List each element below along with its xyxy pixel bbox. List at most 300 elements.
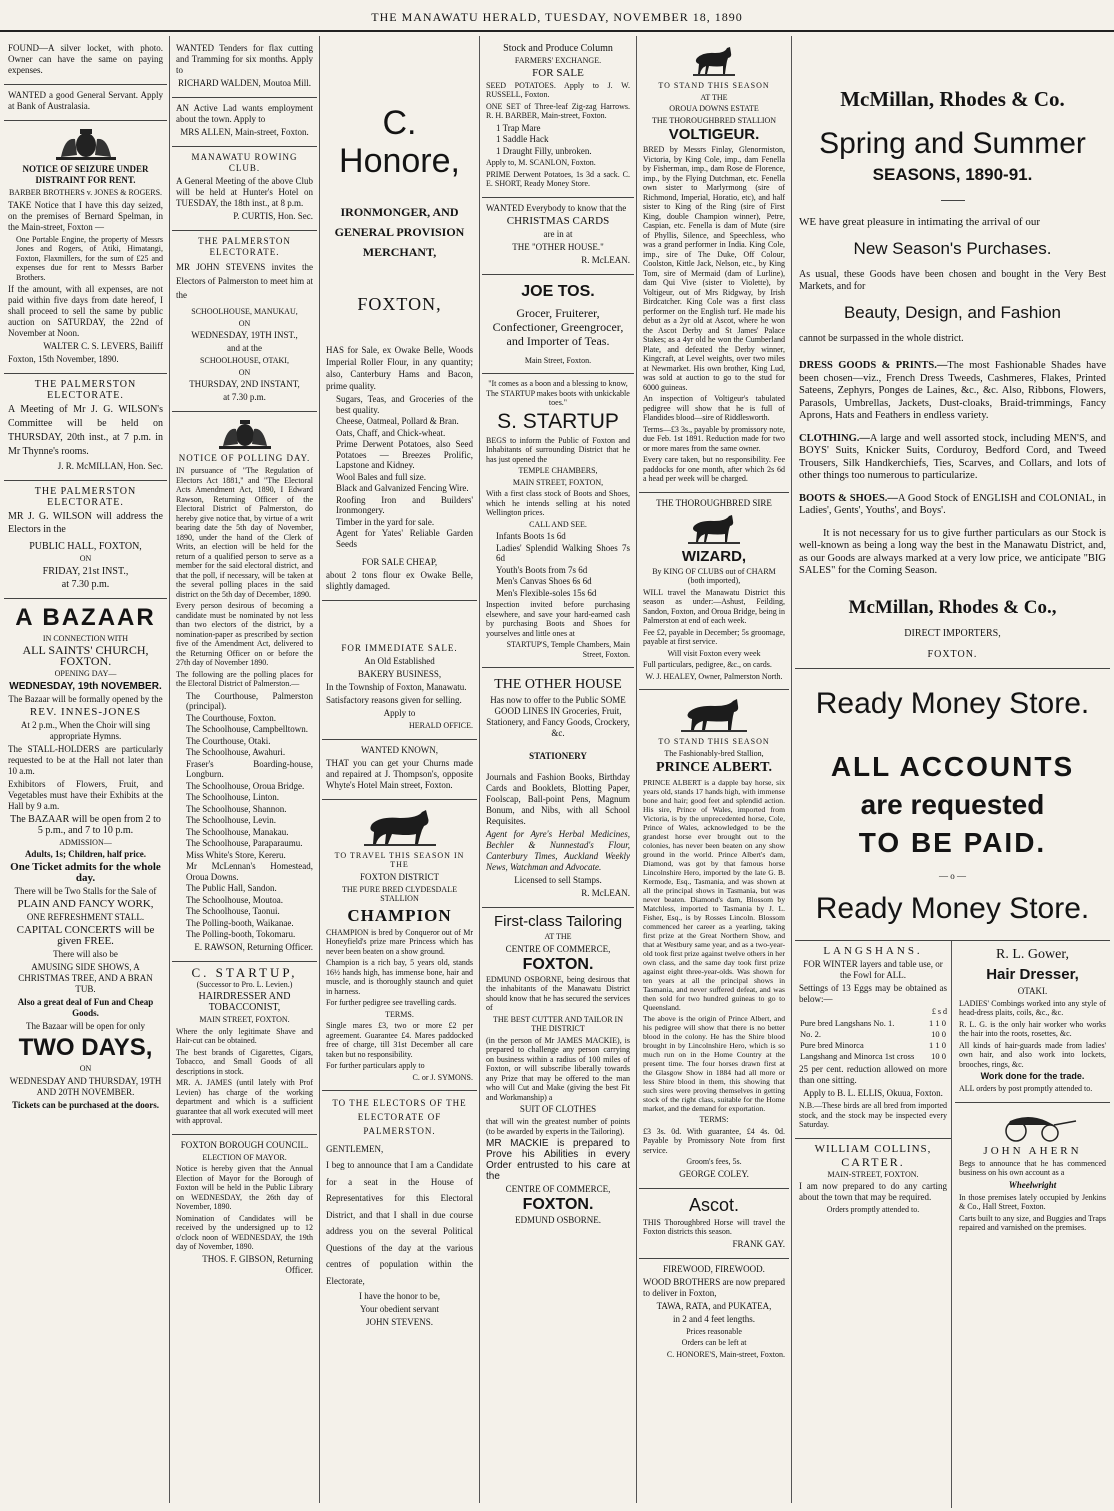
egg-variety: Pure bred Minorca	[800, 1040, 864, 1050]
notice-title: THE PALMERSTON ELECTORATE.	[34, 486, 137, 508]
ad-subheadline: SEASONS, 1890-91.	[872, 165, 1033, 184]
column-6	[795, 38, 1110, 1508]
church-name: ALL SAINTS' CHURCH, FOXTON.	[22, 643, 149, 668]
business-name: JOE TOS.	[521, 282, 595, 300]
ad-text: DIRECT IMPORTERS,	[904, 627, 1001, 639]
ad-headline: Beauty, Design, and Fashion	[843, 303, 1062, 322]
polling-place: The Polling-booth, Tokomaru.	[186, 929, 296, 939]
ad-text: HAS for Sale, ex Owake Belle, Woods Imperial Roller Flour, in any quantity; also, Canterbury Hams and Bacon, prime quality.	[326, 345, 473, 391]
price-item: Infants Boots 1s 6d	[496, 531, 566, 541]
ad-text: N.B.—These birds are all bred from imported stock, and the stock may be inspected every Saturday.	[799, 1101, 947, 1129]
ad-text: I have the honor to be,	[359, 1291, 440, 1301]
speaker-name: REV. INNES-JONES	[29, 705, 142, 718]
goods-item: Timber in the yard for sale.	[336, 516, 435, 527]
column-3	[322, 38, 477, 1508]
ad-john-ahern	[955, 1103, 1110, 1241]
ad-text: CENTRE OF COMMERCE,	[505, 943, 611, 954]
signature: MRS ALLEN, Main-street, Foxton.	[180, 127, 309, 137]
business-name: C. STARTUP,	[191, 964, 298, 980]
polling-place: The Schoolhouse, Taonui.	[186, 906, 280, 916]
royal-arms-icon	[215, 418, 275, 450]
polling-place: The Schoolhouse, Linton.	[186, 792, 279, 802]
ad-wizard	[639, 493, 789, 691]
ad-tailoring	[482, 908, 634, 1234]
goods-item: Roofing Iron and Builders' Ironmongery.	[336, 494, 473, 515]
egg-price-table	[799, 1018, 947, 1062]
ad-text: WILL travel the Manawatu District this season as under:—Ashust, Feilding, Sandon, Foxton, and Oroua Bridge, being in Palmerston at end of each week.	[643, 587, 785, 625]
ad-text: Where the only legitimate Shave and Hair-cut can be obtained.	[176, 1026, 313, 1045]
ad-text: Orders promptly attended to.	[826, 1205, 920, 1214]
ad-text: FOUND—A silver locket, with photo. Owner can have the same on paying expenses.	[8, 43, 163, 75]
ad-champion-stallion	[322, 800, 477, 1092]
ad-text: MR. A. JAMES (until lately with Prof Levien) has charge of the working department and which is a sufficient guarantee that all work executed will meet with approval.	[176, 1078, 313, 1125]
polling-place: The Schoolhouse, Awahuri.	[186, 747, 286, 757]
trade-line: HAIRDRESSER AND TOBACCONIST,	[198, 991, 291, 1013]
polling-place: The Public Hall, Sandon.	[186, 883, 277, 893]
event-date: WEDNESDAY, 19TH INST.,	[191, 330, 298, 340]
ad-text: AMUSING SIDE SHOWS, A CHRISTMAS TREE, AND A BRAN TUB.	[18, 962, 153, 994]
polling-place: The Schoolhouse, Shannon.	[186, 803, 287, 814]
signature: E. RAWSON, Returning Officer.	[194, 941, 313, 952]
ad-text: BEGS to inform the Public of Foxton and Inhabitants of surrounding District that he has just opened the	[486, 435, 630, 464]
ad-text: PRINCE ALBERT is a dapple bay horse, six years old, stands 17 hands high, with immense bone and hair; good feet and splendid action. His sire, Prince of Wales, imported from Victoria, is by the unprecedented horse, Cole, Prince of Wales, acknowledged to be the grandest horse ever brought out to the colonies, has never been beaten on any show ground in the world. Prince Albert's dam, Diamond, was got by that famous horse Lincolnshire Hero, imported by the late G. B. Kermode, Esq., Tasmania, and was shown at all the principal shows in Tasmania, but was never beaten. Diamond's dam, Blossom by Matchless, imported to Tasmania by J. L. Fisher, Esq., is by Rosses Lincoln. Blossom commenced her career as a yearling, taking first prize at the Great Northern Show, and that at Westbury same year, and as a two-year-old took first prize against twelve others in her own class, and the same day took first prize against eight three-year-olds. Was shown for ten years at all the principal shows in Tasmania, and never suffered defeat, and was then sold for two hundred guineas to go to Queensland.	[643, 778, 785, 1012]
ad-text: ON	[79, 554, 92, 563]
horse-name: CHAMPION	[347, 905, 452, 925]
ad-text: ON	[238, 318, 251, 328]
ad-text: ON	[79, 1064, 92, 1073]
ad-text: TERMS.	[385, 1009, 414, 1019]
venue: SCHOOLHOUSE, OTAKI,	[200, 356, 289, 365]
horse-icon	[679, 696, 749, 734]
ad-notice-seizure	[4, 121, 167, 374]
polling-place: The Schoolhouse, Campbelltown.	[186, 724, 308, 734]
ad-text: WE have great pleasure in intimating the arrival of our	[799, 216, 1040, 228]
notice-parties: BARBER BROTHERS v. JONES & ROGERS.	[8, 188, 163, 197]
horse-name: VOLTIGEUR.	[668, 126, 760, 143]
ad-startup-boots	[482, 374, 634, 668]
event-date: WEDNESDAY, 19th NOVEMBER.	[9, 680, 162, 692]
ad-text: Has now to offer to the Public SOME GOOD LINES IN Groceries, Fruit, Stationery, and Fancy Goods, Crockery, &c.	[486, 695, 630, 738]
signature: J. R. McMILLAN, Hon. Sec.	[57, 461, 163, 471]
ad-text: Champion is a rich bay, 5 years old, stands 16½ hands high, has immense bone, hair and muscle, and is thoroughly staunch and quiet in harness.	[326, 958, 473, 996]
ad-text: Nomination of Candidates will be received by the undersigned up to 12 o'clock noon of WEDNESDAY, the 19th day of November, 1890.	[176, 1213, 313, 1251]
goods-list	[326, 394, 473, 549]
goods-item: Wool Bales and full size.	[336, 471, 427, 482]
address: MAIN STREET, FOXTON.	[199, 1015, 290, 1024]
venue: SCHOOLHOUSE, MANUKAU,	[191, 307, 298, 316]
column-5	[639, 38, 789, 1508]
ad-text: The Bazaar will be open for only	[26, 1021, 145, 1031]
signature: P. CURTIS, Hon. Sec.	[233, 211, 313, 221]
ad-text: Prices reasonable	[686, 1326, 742, 1336]
ad-text: Journals and Fashion Books, Birthday Cards and Booklets, Blotting Paper, Foolscap, Ball-point Pens, Magnum Bonum, and Nibs, with all School Requisites.	[486, 772, 630, 826]
ad-text: FOR WINTER layers and table use, or the Fowl for ALL.	[803, 958, 943, 980]
ad-text: THE THOROUGHBRED SIRE	[656, 497, 772, 508]
ad-text: ON	[238, 367, 251, 377]
signature: GEORGE COLEY.	[679, 1168, 749, 1179]
ad-text: Single mares £3, two or more £2 per agreement. Guarantee £4. Mares paddocked free of charge, till 31st December all care taken but no responsibility.	[326, 1021, 473, 1059]
notice-title: FOXTON BOROUGH COUNCIL.	[180, 1139, 309, 1150]
date-line: Foxton, 15th November, 1890.	[8, 354, 119, 364]
ad-text: One Ticket admits for the whole day.	[10, 861, 161, 884]
ad-text: TAKE Notice that I have this day seized, on the premises of Bernard Spelman, in the Main-street, Foxton —	[8, 199, 163, 232]
polling-place: The Schoolhouse, Manakau.	[186, 826, 289, 837]
polling-place: The Schoolhouse, Moutoa.	[186, 894, 283, 905]
signature: W. J. HEALEY, Owner, Palmerston North.	[645, 671, 783, 681]
trade-line: Grocer, Fruiterer, Confectioner, Greengrocer, and Importer of Teas.	[492, 305, 624, 348]
currency-header: £ s d	[931, 1006, 947, 1016]
polling-place: The Courthouse, Palmerston (principal).	[186, 690, 313, 711]
goods-item: Sugars, Teas, and Groceries of the best quality.	[336, 394, 473, 415]
ad-ready-money-store	[795, 669, 1110, 941]
ad-text: PLAIN AND FANCY WORK,	[17, 898, 154, 910]
ad-text: IN pursuance of "The Regulation of Electors Act 1881," and "The Electoral Acts Amendment Act, 1890, I Edward Rawson, Returning Officer of the Electoral District of Palmerston, do hereby give notice that, by virtue of a writ bearing date the 5th day of November, 1890, under the hand of the Clerk of Writs, an election will be held for the return of a qualified person to serve as a member for the said electoral district, and that the poll, if necessary, will be taken at the several polling places in the said district on the 5th day of December, 1890.	[176, 466, 313, 599]
royal-arms-icon	[51, 127, 121, 161]
ad-text: Groom's fees, 5s.	[686, 1157, 742, 1166]
column-rule	[636, 36, 637, 1503]
business-name: McMillan, Rhodes & Co.,	[848, 596, 1057, 618]
ad-text: Satisfactory reasons given for selling.	[326, 695, 462, 705]
signature: THOS. F. GIBSON, Returning Officer.	[202, 1253, 313, 1275]
business-name: C. Honore,	[339, 104, 460, 180]
goods-item: Oats, Chaff, and Chick-wheat.	[336, 427, 446, 438]
ad-joe-tos	[482, 275, 634, 375]
table-row	[799, 1040, 947, 1051]
polling-place: The Schoolhouse, Paraparaumu.	[186, 838, 303, 848]
ad-wanted-tenders	[172, 38, 317, 98]
ad-text: SEED POTATOES. Apply to J. W. RUSSELL, Foxton.	[486, 80, 630, 99]
ad-text: THE THOROUGHBRED STALLION	[651, 115, 777, 125]
ad-text: THE BEST CUTTER AND TAILOR IN THE DISTRICT	[493, 1014, 623, 1033]
notice-title: FOR IMMEDIATE SALE.	[341, 643, 458, 653]
ad-stevens-meetings	[172, 231, 317, 412]
ad-text: I beg to announce that I am a Candidate for a seat in the House of Representatives for this Electoral District, and that I shall in due course address you on the several Political Questions of the day at the various centres of population within the Electorate,	[326, 1160, 473, 1286]
ad-text: BRED by Messrs Finlay, Glenormiston, Victoria, by King Cole, imp., dam Fenella by Fisherman, imp., dam Rose de Florence, imp., by the Flying Dutchman, etc. Fenella own sister to Marlyrmong (sire of Richmond, Imperial, Horatio, etc), and half sister to King of the Ring (sire of First King, double Champion winner), Petre, Caspian, etc. Fenella is dam of Mute (sire of Phyllis, Silence, and Speechless, who was a grand performer in India. King Cole, imp., sire of The Duke, Off Colour, Coolston, Kittle Jack, Nelson, etc., by King Tom, sire of Mermaid (dam of Lurline), dam Qui Vive (sister to Violette), by Voltigeur, out of Mrs Ridgway, by Irish Birdcatcher. King Cole was a first class performer on the English turf. He made his debut as a 2yr old at Ascot, where he won the Ascot Derby and St James' Palace Stakes; as a 4yr old he won the Cumberland Plate, and defeated the Derby winner, Kingcraft, at Level weights, over two miles at Newmarket. His own brother, King Lud, was sold at auction to go to the stud for 6000 guineas.	[643, 145, 785, 392]
town-name: FOXTON.	[522, 955, 594, 973]
ad-text: GENTLEMEN,	[326, 1144, 384, 1154]
ad-text: Also a great deal of Fun and Cheap Goods.	[17, 997, 154, 1018]
ad-mcmillan-rhodes	[795, 38, 1110, 669]
notice-subtitle: ELECTION OF MAYOR.	[202, 1152, 287, 1162]
ad-text: LADIES' Combings worked into any style of head-dress plaits, coils, &c., &c.	[959, 998, 1106, 1017]
notice-title: MANAWATU ROWING CLUB.	[191, 152, 298, 173]
notice-title: LANGSHANS.	[823, 944, 923, 957]
egg-variety: No. 2.	[800, 1029, 822, 1039]
ad-text: Licensed to sell Stamps.	[514, 875, 602, 885]
ad-text: CHRISTMAS CARDS	[506, 214, 610, 227]
ad-text: BAKERY BUSINESS,	[357, 669, 442, 679]
column-rule	[479, 36, 480, 1503]
town-name: FOXTON.	[927, 648, 978, 660]
horse-icon	[686, 512, 742, 546]
signature: R. McLEAN.	[581, 254, 630, 265]
ad-text: TAWA, RATA, and PUKATEA,	[656, 1300, 772, 1311]
ad-rowing-club	[172, 147, 317, 231]
ad-gower-hairdresser	[955, 941, 1110, 1103]
ad-startup-hairdresser	[172, 962, 317, 1135]
trade-line: Wheelwright	[1008, 1179, 1057, 1190]
ad-text: An inspection of Voltigeur's tabulated pedigree will show that he is full of Flandides blood—sire of Riddlesworth.	[643, 394, 785, 422]
price-item: Men's Canvas Shoes 6s 6d	[496, 576, 592, 586]
ad-bazaar	[4, 599, 167, 1119]
ad-text: are in at	[543, 228, 573, 239]
ad-text: ONE SET of Three-leaf Zig-zag Harrows. R. H. BARBER, Main-street, Foxton.	[486, 101, 630, 120]
event-date: WEDNESDAY AND THURSDAY, 19TH AND 20TH NOVEMBER.	[9, 1075, 162, 1097]
horse-for-sale: 1 Saddle Hack	[496, 134, 549, 144]
egg-price: 10 0	[931, 1029, 946, 1039]
polling-place: Mr McLennan's Homestead, Oroua Downs.	[186, 861, 313, 882]
town-name: FOXTON.	[522, 1196, 594, 1213]
column-rule	[319, 36, 320, 1503]
trade-line: CARTER.	[841, 1154, 905, 1169]
ad-text: FOR SALE CHEAP,	[361, 557, 438, 567]
ad-text: Tickets can be purchased at the doors.	[12, 1099, 159, 1110]
horse-name: PRINCE ALBERT.	[656, 760, 772, 775]
ad-found-locket	[4, 38, 167, 85]
ad-text: A large and well assorted stock, including MEN'S, and BOYS' Suits, Knicker Suits, Corduroy, Bedford Cord, and Tweed Trousers, Silk Handkerchiefs, Ties, Scarves, and Collars, and lots of other things too numerous to particularize.	[799, 432, 1106, 481]
price-item: Youth's Boots from 7s 6d	[496, 564, 588, 575]
ad-active-lad	[172, 98, 317, 147]
polling-place: The Courthouse, Foxton.	[186, 712, 276, 723]
admission-price: Adults, 1s; Children, half price.	[24, 849, 147, 859]
address: Main Street, Foxton.	[524, 355, 592, 365]
ad-text: WANTED Tenders for flax cutting and Tramming for six months. Apply to	[176, 43, 313, 75]
ad-text: TO STAND THIS SEASON	[658, 737, 770, 746]
business-name: Ready Money Store.	[815, 891, 1090, 925]
price-item: Men's Flexible-soles 15s 6d	[496, 587, 597, 598]
ad-text: THE "OTHER HOUSE."	[512, 241, 604, 252]
goods-item: Agent for Yates' Reliable Garden Seeds	[336, 528, 473, 549]
ad-text: CAPITAL CONCERTS will be given FREE.	[16, 924, 155, 947]
ad-honore-merchant	[322, 38, 477, 601]
section-heading: CLOTHING.—	[799, 432, 870, 444]
column-2	[172, 38, 317, 1508]
notice-title: WANTED KNOWN,	[361, 744, 438, 755]
column-rule	[791, 36, 792, 1503]
column-1	[4, 38, 167, 1508]
ad-headline: TO BE PAID.	[858, 826, 1047, 858]
ad-text: The Fashionably-bred Stallion,	[664, 748, 764, 758]
ad-text: EDMUND OSBORNE, being desirous that the inhabitants of the Manawatu District should know that he has secured the services of	[486, 974, 630, 1012]
ad-text: FOXTON DISTRICT	[359, 871, 440, 882]
notice-title: THE PALMERSTON ELECTORATE.	[34, 379, 137, 401]
section-heading: DRESS GOODS & PRINTS.—	[799, 360, 948, 371]
signature: C. or J. SYMONS.	[412, 1072, 473, 1082]
ad-text: An Old Established	[364, 656, 435, 666]
ad-text: One Portable Engine, the property of Messrs Jones and Rogers, of Atiki, Himatangi, Foxton, Flaxmillers, for the sum of £25 and expenses due for rent to Messrs Barber Brothers.	[16, 234, 163, 282]
divider: — o —	[939, 870, 966, 881]
ad-text: Settings of 13 Eggs may be obtained as below:—	[799, 982, 947, 1004]
business-name: Ready Money Store.	[815, 686, 1090, 720]
ad-wanted-servant	[4, 85, 167, 121]
ad-headline: are requested	[860, 788, 1045, 820]
ad-text: about 2 tons flour ex Owake Belle, slightly damaged.	[326, 570, 473, 591]
signature: STARTUP'S, Temple Chambers, Main Street, Foxton.	[506, 640, 630, 659]
opening-hours: The BAZAAR will be open from 2 to 5 p.m., and 7 to 10 p.m.	[10, 813, 161, 836]
signature: C. HONORE'S, Main-street, Foxton.	[666, 1349, 785, 1359]
notice-title: FIREWOOD, FIREWOOD.	[663, 1263, 765, 1274]
bottom-right-column	[955, 941, 1110, 1509]
ad-palmerston-electorate-1	[4, 374, 167, 481]
ad-text: By KING OF CLUBS out of CHARM (both imported),	[652, 566, 776, 585]
signature: RICHARD WALDEN, Moutoa Mill.	[177, 78, 312, 88]
ad-text: It is not necessary for us to give further particulars as our Stock is well-known as being a long way the best in the Manawatu District, and, as our Goods are always marked at a very low price, we anticipate "BIG SALES" for the Coming Season.	[799, 527, 1106, 576]
ad-text: cannot be surpassed in the whole district.	[799, 333, 964, 344]
ad-text: Apply to, M. SCANLON, Foxton.	[486, 158, 596, 167]
signature: R. McLEAN.	[581, 888, 630, 898]
masthead-title: THE MANAWATU HERALD, TUESDAY, NOVEMBER 18, 1890	[371, 10, 743, 24]
ad-palmerston-electorate-2	[4, 481, 167, 599]
ad-text: Terms—£3 3s., payable by promissory note, due Feb. 1st 1891. Reduction made for two or more mares from the same owner.	[643, 424, 785, 453]
business-name: McMillan, Rhodes & Co.	[840, 87, 1065, 111]
business-name: S. STARTUP	[497, 409, 619, 433]
polling-place: The Polling-booth, Waikanae.	[186, 917, 294, 928]
egg-price: 1 1 0	[929, 1018, 946, 1028]
business-name: WILLIAM COLLINS,	[814, 1142, 932, 1155]
ad-headline: Spring and Summer	[819, 127, 1086, 160]
ad-churns	[322, 740, 477, 800]
ad-text: THE PURE BRED CLYDESDALE STALLION	[342, 884, 457, 903]
address: MAIN STREET, FOXTON,	[512, 477, 604, 487]
divider	[941, 200, 965, 201]
ad-text: TO TRAVEL THIS SEASON IN THE	[334, 850, 465, 869]
polling-place: Fraser's Boarding-house, Longburn.	[186, 758, 313, 779]
ad-text: All kinds of hair-guards made from ladies' own hair, and also work into lockets, brooches, rings, &c.	[959, 1040, 1106, 1069]
ad-text: Apply to	[383, 708, 416, 718]
ad-text: TO STAND THIS SEASON	[658, 81, 770, 90]
ad-text: WOOD BROTHERS are now prepared to deliver in Foxton,	[643, 1276, 785, 1298]
ad-text: CENTRE OF COMMERCE,	[505, 1184, 611, 1194]
trade-line: Hair Dresser,	[986, 965, 1079, 983]
business-name: R. L. Gower,	[996, 946, 1069, 962]
egg-price: 10 0	[931, 1051, 946, 1061]
ad-text: THIS Thoroughbred Horse will travel the Foxton districts this season.	[643, 1217, 785, 1236]
ad-text: MR MACKIE is prepared to Prove his Abilities in every Order entrusted to his care at the	[486, 1138, 630, 1182]
notice-title: TO THE ELECTORS OF THE ELECTORATE OF PALMERSTON.	[332, 1098, 467, 1136]
ad-stevens-letter	[322, 1091, 477, 1336]
goods-item: Cheese, Oatmeal, Pollard & Bran.	[336, 416, 459, 426]
signature: EDMUND OSBORNE.	[514, 1215, 601, 1225]
section-subtitle: FARMERS' EXCHANGE.	[514, 56, 602, 65]
table-row	[799, 1018, 947, 1029]
horse-icon	[691, 44, 737, 78]
ad-text: Exhibitors of Flowers, Fruit, and Vegetables must have their Exhibits at the Hall by 9 a.m.	[8, 778, 163, 811]
ad-text: CALL AND SEE.	[529, 519, 587, 529]
notice-title: THE PALMERSTON ELECTORATE.	[198, 236, 291, 257]
buggy-icon	[988, 1109, 1078, 1143]
ad-text: The following are the polling places for the Electoral District of Palmerston.—	[176, 669, 313, 688]
address: MAIN-STREET, FOXTON.	[827, 1169, 919, 1179]
ad-text: For further particulars apply to	[326, 1061, 425, 1070]
ad-text: There will also be	[53, 949, 118, 959]
ad-text: in 2 and 4 feet lengths.	[673, 1313, 755, 1324]
ad-polling-day	[172, 412, 317, 962]
ad-mayor-election	[172, 1135, 317, 1284]
section-heading: BOOTS & SHOES.—	[799, 492, 898, 504]
ad-text: A Meeting of Mr J. G. WILSON's Committee will be held on THURSDAY, 20th inst., at 7 p.m. in Mr Thynne's rooms.	[8, 404, 163, 457]
ad-text: WANTED a good General Servant. Apply at Bank of Australasia.	[8, 90, 163, 111]
ad-text: Full particulars, pedigree, &c., on cards.	[643, 660, 772, 669]
ad-voltigeur	[639, 38, 789, 493]
ad-text: MR J. G. WILSON will address the Electors in the	[8, 511, 163, 535]
polling-places-list	[176, 691, 313, 940]
ad-langshans	[795, 941, 951, 1139]
ad-text: Carts built to any size, and Buggies and Traps repaired and varnished on the premises.	[959, 1213, 1106, 1232]
ad-text: With a first class stock of Boots and Shoes, which he intends selling at his noted Wellington prices.	[486, 489, 630, 517]
ad-text: As usual, these Goods have been chosen and bought in the Very Best Markets, and for	[799, 269, 1106, 292]
notice-title: NOTICE OF SEIZURE UNDER DISTRAINT FOR RENT.	[22, 164, 149, 185]
polling-place: The Schoolhouse, Levin.	[186, 815, 276, 825]
ad-text: A General Meeting of the above Club will be held at Hunter's Hotel on TUESDAY, the 18th inst., at 8 p.m.	[176, 176, 313, 208]
ad-text: The Bazaar will be formally opened by the	[8, 693, 163, 704]
notice-title: NOTICE OF POLLING DAY.	[178, 453, 311, 463]
ad-text: Every person desirous of becoming a candidate must be nominated by not less than two electors of the district, by a nomination-paper as prescribed by section five of the Amendment Act, delivered to the Returning Officer on or before the 27th day of November 1890.	[176, 601, 313, 667]
price-list	[486, 531, 630, 598]
ad-text: If the amount, with all expenses, are not paid within five days from date hereof, I shall proceed to sell the same by public auction on SATURDAY, the 22nd of November at Noon.	[8, 284, 163, 338]
ad-text: Will visit Foxton every week	[667, 648, 761, 658]
horses-list	[486, 123, 630, 157]
ad-text: ONE REFRESHMENT STALL.	[26, 912, 145, 922]
ad-text: IN CONNECTION WITH	[42, 633, 129, 643]
ad-text: In those premises lately occupied by Jenkins & Co., Hall Street, Foxton.	[959, 1192, 1106, 1211]
ad-text: ALL orders by post promptly attended to.	[959, 1084, 1093, 1093]
ad-text: I am now prepared to do any carting about the town that may be required.	[799, 1181, 947, 1202]
ad-headline: A BAZAAR	[15, 603, 156, 631]
ad-text: AN Active Lad wants employment about the town. Apply to	[176, 103, 313, 124]
event-date: FRIDAY, 21st INST.,	[42, 565, 129, 577]
goods-item: Prime Derwent Potatoes, also Seed Potatoes — Breezes Prolific, Lapstone and Kidney.	[336, 439, 473, 470]
table-row	[799, 1029, 947, 1040]
horse-name: WIZARD,	[681, 547, 747, 565]
ad-text: The STALL-HOLDERS are particularly requested to be at the Hall not later than 10 a.m.	[8, 743, 163, 776]
horse-name: Ascot.	[688, 1194, 740, 1215]
ad-text: There will be Two Stalls for the Sale of	[14, 886, 157, 896]
ad-text: Orders can be left at	[681, 1338, 747, 1347]
polling-place: The Courthouse, Otaki.	[186, 735, 271, 746]
masthead	[0, 0, 1114, 32]
ad-text: Your obedient servant	[359, 1304, 440, 1314]
ad-text: that will win the greatest number of points (to be awarded by experts in the Tailoring).	[486, 1117, 630, 1136]
ad-text: Every care taken, but no responsibility. Fee paddocks for one month, after which 2s 6d a head per week will be charged.	[643, 455, 785, 483]
ad-text: The above is the origin of Prince Albert, and his pedigree will show that there is no better blood in the colony. He has the Shire blood brought in by Lincolnshire Hero, which is so much run on in the Home Country at the present time. The four horses drawn first at the Glasgow Show in 1884 had all more or less Shire blood in them, this showing that such sires were proving themselves in getting stock of the right class, suitable for the Home market, and the demand for exportation.	[643, 1014, 785, 1113]
section-title: STATIONERY	[529, 751, 587, 761]
ad-text: R. L. G. is the only hair worker who works the hair into the roots, rosettes, &c.	[959, 1019, 1106, 1038]
ad-text: FOR SALE	[532, 66, 584, 79]
ad-quote: "It comes as a boon and a blessing to know, The STARTUP makes boots with unkickable toes."	[486, 379, 630, 407]
ad-headline: TWO DAYS,	[18, 1034, 153, 1061]
ad-text: Inspection invited before purchasing elsewhere, and save your hard-earned cash by purchasing Boots and Shoes for yourselves and little ones at	[486, 600, 630, 638]
business-name: JOHN AHERN	[983, 1144, 1082, 1157]
trade-line: IRONMONGER, AND GENERAL PROVISION MERCHANT,	[334, 205, 465, 259]
ad-text: SUIT OF CLOTHES	[519, 1104, 597, 1114]
polling-place: Miss White's Store, Kereru.	[186, 849, 286, 860]
horse-for-sale: 1 Trap Mare	[496, 122, 541, 133]
bottom-split	[795, 941, 1110, 1509]
ad-text: AT THE	[544, 932, 572, 941]
ad-text: TERMS:	[699, 1115, 729, 1124]
signature: JOHN STEVENS.	[365, 1317, 433, 1327]
ad-text: At 2 p.m., When the Choir will sing appropriate Hymns.	[20, 719, 151, 741]
ad-text: 25 per cent. reduction allowed on more than one sitting.	[799, 1064, 947, 1085]
egg-price: 1 1 0	[929, 1040, 946, 1050]
ad-text: Apply to B. L. ELLIS, Okuua, Foxton.	[803, 1088, 943, 1098]
table-row	[799, 1051, 947, 1062]
ad-ascot	[639, 1189, 789, 1259]
ad-text: ADMISSION—	[59, 837, 112, 847]
price-item: Ladies' Splendid Walking Shoes 7s 6d	[496, 542, 630, 563]
section-title: Stock and Produce Column	[503, 43, 613, 54]
ad-text: PRIME Derwent Potatoes, 1s 3d a sack. C. E. SHORT, Ready Money Store.	[486, 169, 630, 188]
